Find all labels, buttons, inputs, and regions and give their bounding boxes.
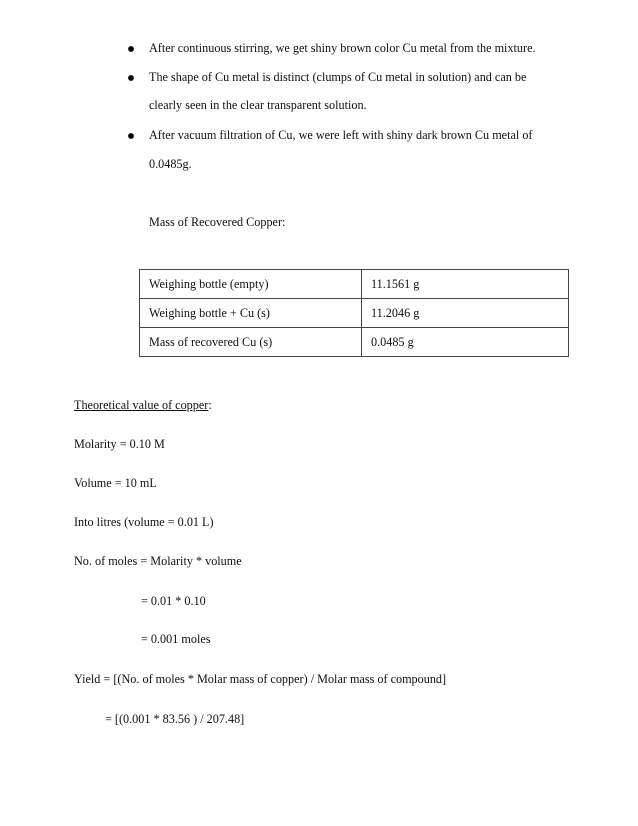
table-row (140, 270, 569, 299)
table-cell-value: 11.2046 g (362, 299, 569, 328)
theoretical-heading: Theoretical value of copper (74, 398, 209, 412)
table-cell-value: 0.0485 g (362, 328, 569, 357)
table-cell-label: Mass of recovered Cu (s) (140, 328, 362, 357)
bullet-icon (128, 75, 134, 81)
table-cell-label: Weighing bottle (empty) (140, 270, 362, 299)
bullet-icon (128, 46, 134, 52)
litres-line: Into litres (volume = 0.01 L) (74, 515, 214, 529)
table-row (140, 328, 569, 357)
volume-line: Volume = 10 mL (74, 476, 157, 490)
table-cell-value: 11.1561 g (362, 270, 569, 299)
moles-step-2: = 0.001 moles (141, 632, 211, 646)
table-cell-label: Weighing bottle + Cu (s) (140, 299, 362, 328)
yield-formula-line: Yield = [(No. of moles * Molar mass of copper) / Molar mass of compound] (74, 672, 447, 686)
moles-step-1: = 0.01 * 0.10 (141, 594, 206, 608)
bullet-3-line-1: After vacuum filtration of Cu, we were left with shiny dark brown Cu metal of (149, 128, 533, 142)
bullet-icon (128, 133, 134, 139)
moles-formula-line: No. of moles = Molarity * volume (74, 554, 242, 568)
mass-table (139, 269, 569, 357)
table-row (140, 299, 569, 328)
theoretical-heading-colon: : (208, 398, 212, 412)
bullet-3-line-2: 0.0485g. (149, 157, 192, 171)
bullet-2-line-2: clearly seen in the clear transparent solution. (149, 98, 367, 112)
theoretical-heading-line (74, 398, 212, 413)
mass-heading: Mass of Recovered Copper: (149, 215, 286, 229)
molarity-line: Molarity = 0.10 M (74, 437, 165, 451)
bullet-1-line-1: After continuous stirring, we get shiny brown color Cu metal from the mixture. (149, 41, 536, 55)
bullet-2-line-1: The shape of Cu metal is distinct (clumps of Cu metal in solution) and can be (149, 70, 527, 84)
yield-step-1: = [(0.001 * 83.56 ) / 207.48] (105, 712, 245, 726)
